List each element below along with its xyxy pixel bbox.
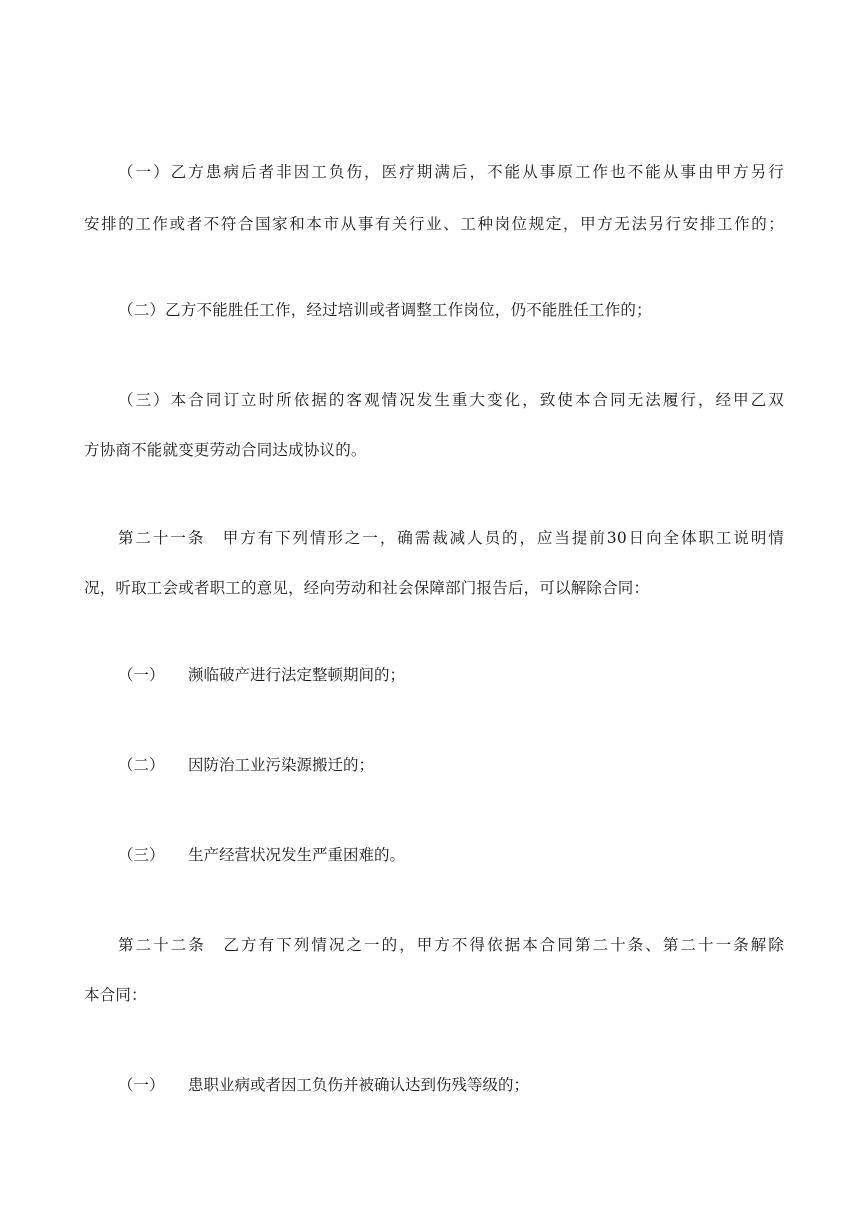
article-22-line-2: 本合同：	[84, 986, 147, 1004]
item-marker: （一）	[118, 1076, 165, 1094]
item-marker: （三）	[118, 846, 165, 864]
item-marker: （一）	[118, 666, 165, 684]
article-22-line-1: 第二十二条 乙方有下列情况之一的，甲方不得依据本合同第二十条、第二十一条解除	[118, 936, 784, 954]
item-marker: （二）	[118, 756, 165, 774]
item-text: 因防治工业污染源搬迁的；	[188, 756, 375, 774]
item-text: 濒临破产进行法定整顿期间的；	[188, 666, 406, 684]
article-21-item-2	[118, 755, 374, 775]
clause-3-line-1: （三）本合同订立时所依据的客观情况发生重大变化，致使本合同无法履行，经甲乙双	[118, 391, 784, 409]
article-21-item-1	[118, 665, 405, 685]
article-21-line-2: 况，听取工会或者职工的意见，经向劳动和社会保障部门报告后，可以解除合同：	[84, 579, 650, 597]
item-text: 生产经营状况发生严重困难的。	[188, 846, 406, 864]
clause-1-line-2: 安排的工作或者不符合国家和本市从事有关行业、工种岗位规定，甲方无法另行安排工作的；	[84, 215, 784, 233]
clause-1-line-1: （一）乙方患病后者非因工负伤，医疗期满后，不能从事原工作也不能从事由甲方另行	[118, 163, 784, 181]
article-22-item-1	[118, 1075, 529, 1095]
article-21-line-1: 第二十一条 甲方有下列情形之一，确需裁减人员的，应当提前30日向全体职工说明情	[118, 529, 784, 547]
article-21-item-3	[118, 845, 405, 865]
clause-2-line-1: （二）乙方不能胜任工作，经过培训或者调整工作岗位，仍不能胜任工作的；	[118, 301, 652, 319]
item-text: 患职业病或者因工负伤并被确认达到伤残等级的；	[188, 1076, 530, 1094]
clause-3-line-2: 方协商不能就变更劳动合同达成协议的。	[84, 441, 367, 459]
